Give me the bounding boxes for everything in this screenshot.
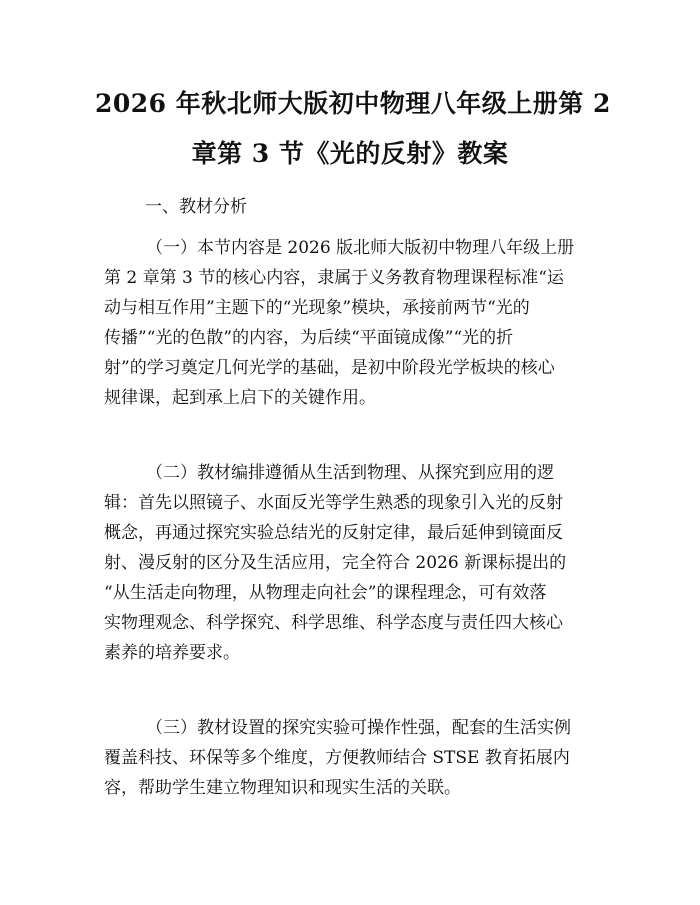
paragraph-line: 辑：首先以照镜子、水面反光等学生熟悉的现象引入光的反射 [104,493,563,513]
paragraph-line: “从生活走向物理，从物理走向社会”的课程理念，可有效落 [104,583,547,603]
paragraph-line: （三）教材设置的探究实验可操作性强，配套的生活实例 [146,718,571,738]
paragraph-line: 概念，再通过探究实验总结光的反射定律，最后延伸到镜面反 [104,523,563,543]
document-title-line-2: 章第 3 节《光的反射》教案 [191,139,509,168]
paragraph-1 [104,233,604,413]
section-heading: 一、教材分析 [145,197,247,217]
paragraph-line: （二）教材编排遵循从生活到物理、从探究到应用的逻 [146,463,554,483]
paragraph-line: 容，帮助学生建立物理知识和现实生活的关联。 [104,778,461,798]
paragraph-line: 第 2 章第 3 节的核心内容，隶属于义务教育物理课程标准“运 [104,268,564,288]
document-title-line-1: 2026 年秋北师大版初中物理八年级上册第 2 [95,89,611,118]
paragraph-line: 射、漫反射的区分及生活应用，完全符合 2026 新课标提出的 [104,553,567,573]
paragraph-2 [104,458,604,668]
paragraph-line: （一）本节内容是 2026 版北师大版初中物理八年级上册 [146,238,575,258]
paragraph-line: 传播”“光的色散”的内容，为后续“平面镜成像”“光的折 [104,328,514,348]
paragraph-line: 覆盖科技、环保等多个维度，方便教师结合 STSE 教育拓展内 [104,748,570,768]
paragraph-line: 素养的培养要求。 [104,643,240,663]
paragraph-3 [104,713,604,803]
paragraph-line: 实物理观念、科学探究、科学思维、科学态度与责任四大核心 [104,613,563,633]
paragraph-line: 射”的学习奠定几何光学的基础，是初中阶段光学板块的核心 [104,358,555,378]
paragraph-line: 动与相互作用”主题下的“光现象”模块，承接前两节“光的 [104,298,530,318]
paragraph-line: 规律课，起到承上启下的关键作用。 [104,388,376,408]
